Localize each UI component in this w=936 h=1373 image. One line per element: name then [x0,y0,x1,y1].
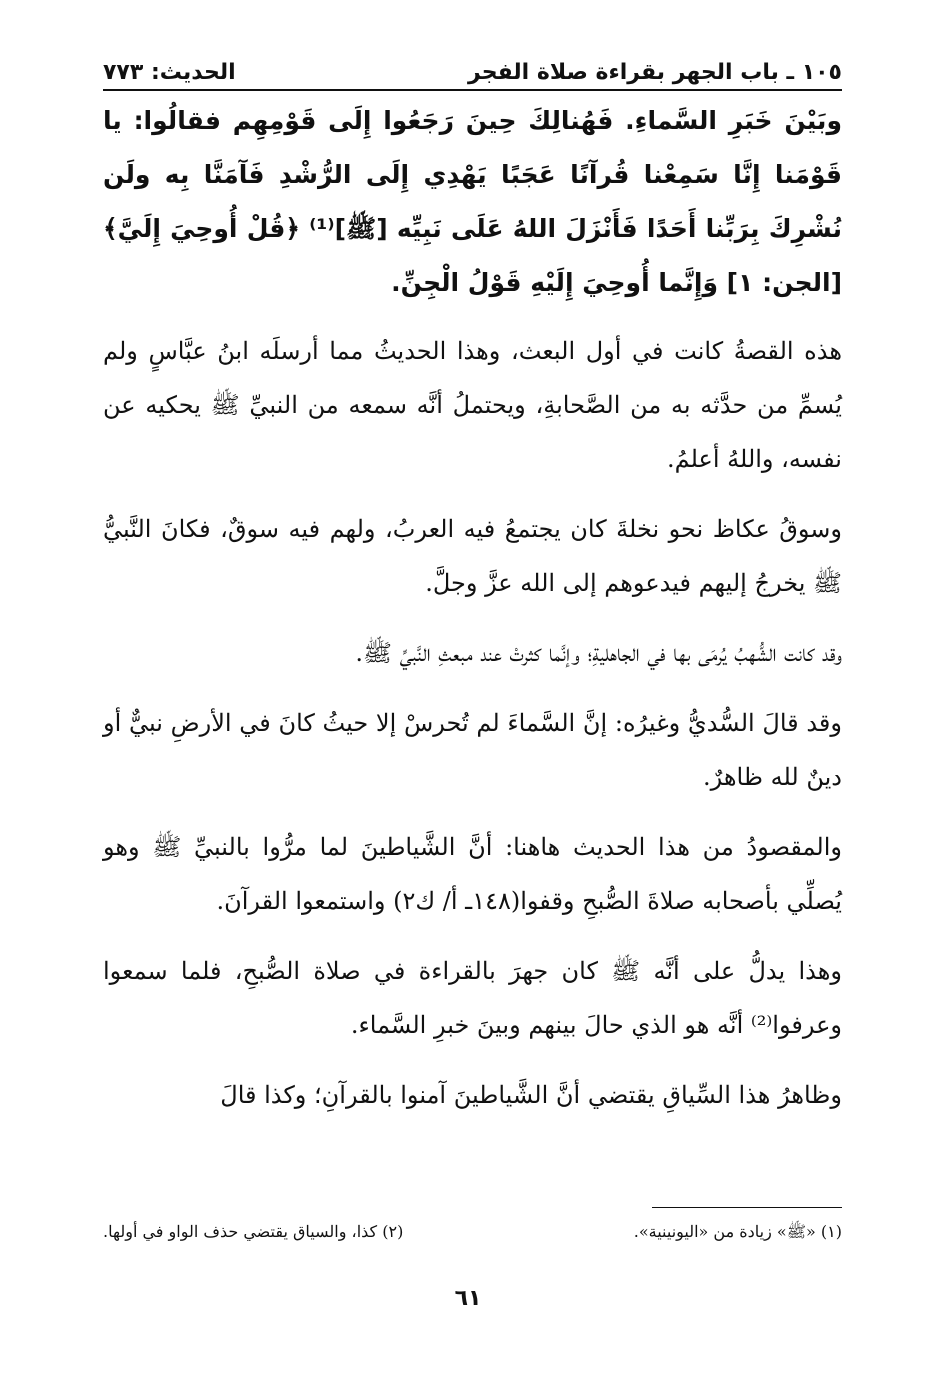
commentary-paragraph: وقد كانت الشُّهبُ يُرمَى بها في الجاهليةِ؛ وإنَّما كثرتْ عند مبعثِ النَّبيِّ ﷺ. [355,639,842,667]
main-text [103,94,842,1138]
footnotes [103,1219,842,1245]
commentary-paragraph: والمقصودُ من هذا الحديث هاهنا: أنَّ الشَّياطينَ لما مرُّوا بالنبيِّ ﷺ وهو يُصلِّي بأصحابه صلاةَ الصُّبحِ وقفوا(١٤٨ـ أ/ ك٢) واستمعوا القرآنَ. [103,833,842,915]
commentary-paragraph: هذه القصةُ كانت في أول البعث، وهذا الحديثُ مما أرسلَه ابنُ عبَّاسٍ ولم يُسمِّ من حدَّثه به من الصَّحابةِ، ويحتملُ أنَّه سمعه من النبيِّ ﷺ يحكيه عن نفسه، واللهُ أعلمُ. [103,337,842,473]
footnote-rule [652,1207,842,1208]
commentary-paragraph: وسوقُ عكاظ نحو نخلةَ كان يجتمعُ فيه العربُ، ولهم فيه سوقٌ، فكانَ النَّبيُّ ﷺ يخرجُ إليهم فيدعوهم إلى الله عزَّ وجلَّ. [103,515,842,597]
footnote-2: (٢) كذا، والسياق يقتضي حذف الواو في أولها. [103,1222,404,1241]
chapter-title: ١٠٥ ـ باب الجهر بقراءة صلاة الفجر [468,59,842,85]
commentary-paragraph: وقد قالَ السُّديُّ وغيرُه: إنَّ السَّماءَ لم تُحرسْ إلا حيثُ كانَ في الأرضِ نبيٌّ أو دينٌ لله ظاهرٌ. [103,709,842,791]
running-header [103,58,842,86]
hadith-number: الحديث: ٧٧٣ [103,59,236,85]
page-number: ٦١ [454,1286,482,1311]
footnote-1: (١) «ﷺ» زيادة من «اليونينية». [633,1222,842,1241]
hadith-text-paragraph: وبَيْنَ خَبَرِ السَّماءِ. فَهُنالِكَ حِينَ رَجَعُوا إِلَى قَوْمِهِم فقالُوا: يا قَوْمَنا إِنَّا سَمِعْنا قُرآنًا عَجَبًا يَهْدِي إِلَى الرُّشْدِ فَآمَنَّا بِه ولَن نُشْرِكَ بِرَبِّنا أَحَدًا فَأَنْزَلَ اللهُ عَلَى نَبِيِّه [ﷺ]⁽¹⁾ ﴿قُلْ أُوحِيَ إِلَيَّ﴾ [الجن: ١] وَإِنَّما أُوحِيَ إِلَيْهِ قَوْلُ الْجِنِّ. [103,106,842,297]
commentary-paragraph: وهذا يدلُّ على أنَّه ﷺ كان جهرَ بالقراءة في صلاة الصُّبحِ، فلما سمعوا وعرفوا⁽²⁾ أنَّه هو الذي حالَ بينهم وبينَ خبرِ السَّماء. [103,957,842,1039]
header-rule [103,89,842,91]
commentary-paragraph: وظاهرُ هذا السِّياقِ يقتضي أنَّ الشَّياطينَ آمنوا بالقرآنِ؛ وكذا قالَ [220,1081,842,1109]
